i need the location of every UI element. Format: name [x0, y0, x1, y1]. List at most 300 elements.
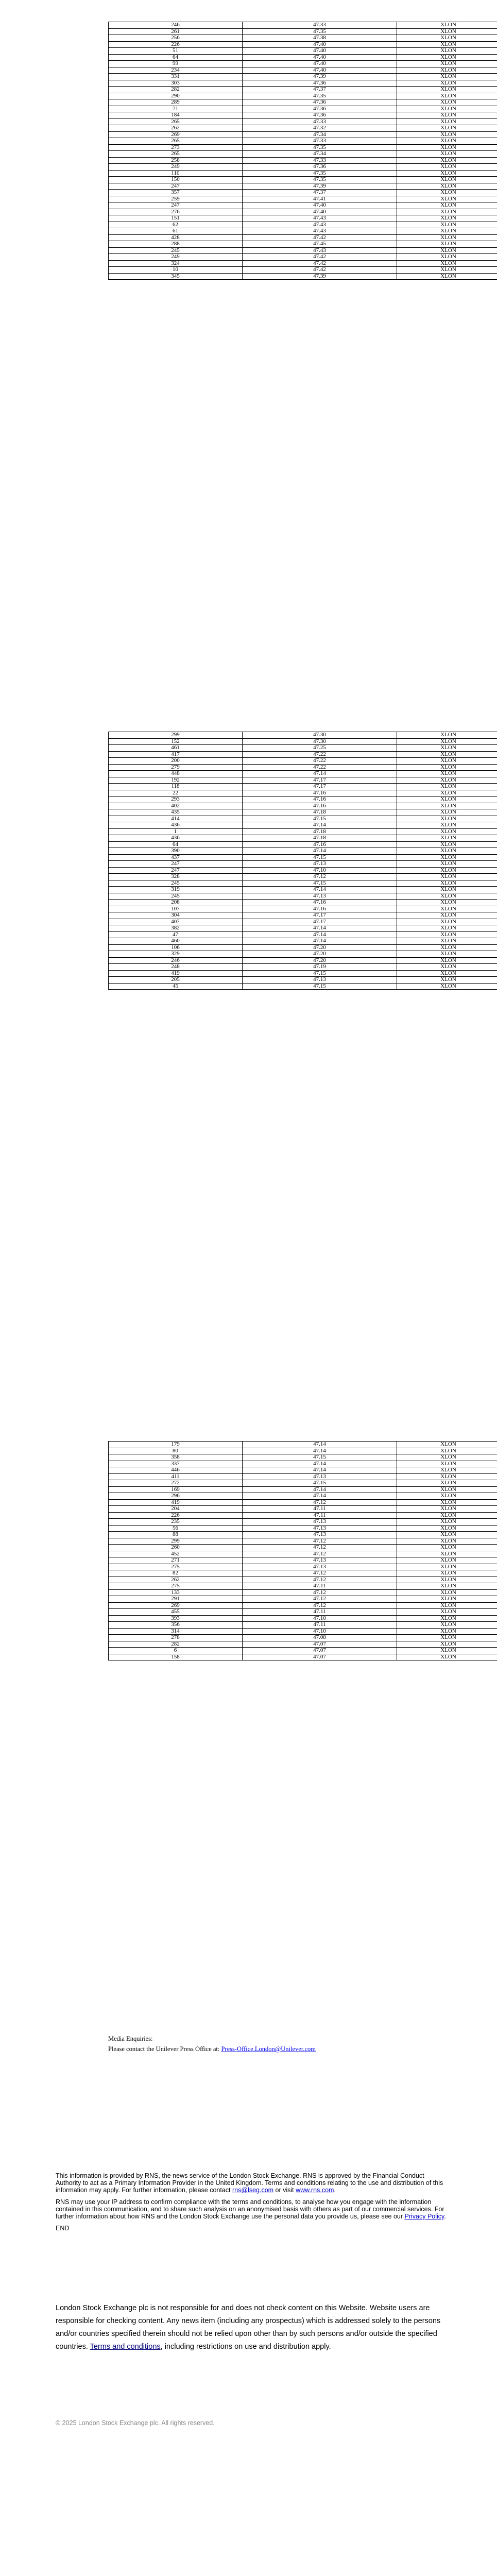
price-cell: 47.39 [243, 183, 397, 190]
table-row [109, 1493, 497, 1500]
price-cell: 47.35 [243, 144, 397, 151]
venue-cell: XLON [397, 887, 497, 893]
venue-cell: XLON [397, 273, 497, 280]
table-row [109, 854, 497, 861]
volume-cell: 205 [109, 977, 243, 984]
table-row [109, 764, 497, 771]
rns-info-text: This information is provided by RNS, the news service of the London Stock Exchange. RNS is approved by the Financial Conduct Authority to act as a Primary Information Provider in the United Kingdom. Terms and conditions relating to the use and distribution of this information may apply. For further information, please contact [56, 2172, 443, 2194]
price-cell: 47.36 [243, 80, 397, 87]
table-row [109, 54, 497, 61]
volume-cell: 262 [109, 125, 243, 132]
price-cell: 47.43 [243, 222, 397, 228]
table-row [109, 822, 497, 829]
volume-cell: 271 [109, 1557, 243, 1564]
price-cell: 47.17 [243, 784, 397, 790]
table-row [109, 1525, 497, 1532]
table-row [109, 1583, 497, 1590]
table-row [109, 1577, 497, 1583]
table-row [109, 931, 497, 938]
table-row [109, 912, 497, 919]
venue-cell: XLON [397, 1654, 497, 1660]
table-row [109, 1486, 497, 1493]
volume-cell: 460 [109, 938, 243, 945]
price-cell: 47.16 [243, 790, 397, 796]
table-row [109, 234, 497, 241]
price-cell: 47.42 [243, 267, 397, 274]
venue-cell: XLON [397, 938, 497, 945]
price-cell: 47.14 [243, 887, 397, 893]
volume-cell: 184 [109, 112, 243, 119]
venue-cell: XLON [397, 1635, 497, 1641]
price-cell: 47.14 [243, 822, 397, 829]
volume-cell: 357 [109, 190, 243, 196]
venue-cell: XLON [397, 1499, 497, 1506]
venue-cell: XLON [397, 880, 497, 887]
volume-cell: 80 [109, 1448, 243, 1454]
contact-text: Please contact the Unilever Press Office at: [108, 2045, 221, 2053]
disclaimer-text-end: , including restrictions on use and distribution apply. [160, 2343, 331, 2351]
volume-cell: 204 [109, 1506, 243, 1513]
volume-cell: 272 [109, 1480, 243, 1487]
price-cell: 47.35 [243, 28, 397, 35]
table-row [109, 260, 497, 267]
venue-cell: XLON [397, 893, 497, 900]
table-row [109, 202, 497, 209]
table-row [109, 1454, 497, 1461]
end-marker: END [56, 2225, 70, 2232]
price-cell: 47.15 [243, 854, 397, 861]
venue-cell: XLON [397, 874, 497, 880]
price-cell: 47.13 [243, 1532, 397, 1538]
venue-cell: XLON [397, 28, 497, 35]
venue-cell: XLON [397, 1519, 497, 1526]
price-cell: 47.20 [243, 957, 397, 964]
table-row [109, 1622, 497, 1629]
venue-cell: XLON [397, 35, 497, 42]
venue-cell: XLON [397, 1454, 497, 1461]
table-row [109, 93, 497, 99]
volume-cell: 256 [109, 35, 243, 42]
volume-cell: 288 [109, 241, 243, 248]
venue-cell: XLON [397, 177, 497, 183]
venue-cell: XLON [397, 784, 497, 790]
volume-cell: 249 [109, 254, 243, 261]
price-cell: 47.39 [243, 74, 397, 80]
table-row [109, 771, 497, 777]
venue-cell: XLON [397, 796, 497, 803]
price-cell: 47.39 [243, 273, 397, 280]
price-cell: 47.07 [243, 1654, 397, 1660]
venue-cell: XLON [397, 125, 497, 132]
volume-cell: 329 [109, 951, 243, 958]
venue-cell: XLON [397, 1551, 497, 1557]
price-cell: 47.14 [243, 1493, 397, 1500]
venue-cell: XLON [397, 951, 497, 958]
volume-cell: 275 [109, 1564, 243, 1570]
price-cell: 47.35 [243, 93, 397, 99]
price-cell: 47.11 [243, 1609, 397, 1616]
venue-cell: XLON [397, 151, 497, 158]
volume-cell: 82 [109, 1570, 243, 1577]
table-row [109, 22, 497, 29]
table-row [109, 1499, 497, 1506]
price-cell: 47.10 [243, 1628, 397, 1635]
volume-cell: 249 [109, 164, 243, 171]
venue-cell: XLON [397, 241, 497, 248]
table-row [109, 816, 497, 822]
table-row [109, 267, 497, 274]
table-row [109, 106, 497, 112]
price-cell: 47.13 [243, 1473, 397, 1480]
venue-cell: XLON [397, 196, 497, 202]
venue-cell: XLON [397, 970, 497, 977]
venue-cell: XLON [397, 222, 497, 228]
price-cell: 47.33 [243, 22, 397, 29]
volume-cell: 324 [109, 260, 243, 267]
price-cell: 47.12 [243, 1545, 397, 1551]
price-cell: 47.08 [243, 1635, 397, 1641]
venue-cell: XLON [397, 138, 497, 145]
table-row [109, 215, 497, 222]
venue-cell: XLON [397, 228, 497, 235]
table-row [109, 131, 497, 138]
venue-cell: XLON [397, 764, 497, 771]
volume-cell: 414 [109, 816, 243, 822]
venue-cell: XLON [397, 912, 497, 919]
volume-cell: 158 [109, 1654, 243, 1660]
table-row [109, 1467, 497, 1474]
table-row [109, 190, 497, 196]
price-cell: 47.33 [243, 157, 397, 164]
table-row [109, 900, 497, 906]
price-cell: 47.15 [243, 816, 397, 822]
lse-disclaimer [56, 2302, 447, 2353]
volume-cell: 382 [109, 925, 243, 932]
table-row [109, 751, 497, 758]
table-row [109, 951, 497, 958]
disclaimer-text: London Stock Exchange plc is not responsible for and does not check content on this Website. Website users are responsible for checking content. Any news item (including any prospectus) which is addressed solely to the persons and/or countries specified therein should not be relied upon other than by such persons and/or outside the specified countries. [56, 2304, 441, 2351]
volume-cell: 61 [109, 228, 243, 235]
price-cell: 47.16 [243, 841, 397, 848]
price-cell: 47.11 [243, 1583, 397, 1590]
price-cell: 47.07 [243, 1641, 397, 1648]
volume-cell: 446 [109, 1467, 243, 1474]
volume-cell: 345 [109, 273, 243, 280]
volume-cell: 258 [109, 157, 243, 164]
table-row [109, 74, 497, 80]
venue-cell: XLON [397, 1512, 497, 1519]
volume-cell: 435 [109, 809, 243, 816]
volume-cell: 106 [109, 944, 243, 951]
price-cell: 47.17 [243, 777, 397, 784]
volume-cell: 110 [109, 170, 243, 177]
table-row [109, 1545, 497, 1551]
volume-cell: 319 [109, 887, 243, 893]
venue-cell: XLON [397, 906, 497, 912]
volume-cell: 247 [109, 861, 243, 868]
volume-cell: 402 [109, 803, 243, 809]
volume-cell: 246 [109, 22, 243, 29]
table-row [109, 790, 497, 796]
rns-notice [56, 2172, 447, 2236]
volume-cell: 356 [109, 1622, 243, 1629]
volume-cell: 245 [109, 880, 243, 887]
price-cell: 47.40 [243, 48, 397, 55]
table-row [109, 241, 497, 248]
table-row [109, 867, 497, 874]
price-cell: 47.42 [243, 260, 397, 267]
rns-ip-text: RNS may use your IP address to confirm compliance with the terms and conditions, to analyse how you engage with the information contained in this communication, and to share such analysis on an anonymised basis with others as part of our commercial services. For further information about how RNS and the London Stock Exchange use the personal data you provide us, please see our [56, 2198, 444, 2220]
price-cell: 47.10 [243, 867, 397, 874]
table-row [109, 1519, 497, 1526]
table-row [109, 1615, 497, 1622]
venue-cell: XLON [397, 170, 497, 177]
volume-cell: 10 [109, 267, 243, 274]
price-cell: 47.14 [243, 938, 397, 945]
rns-info-paragraph [56, 2172, 447, 2194]
volume-cell: 461 [109, 745, 243, 752]
venue-cell: XLON [397, 1564, 497, 1570]
venue-cell: XLON [397, 758, 497, 765]
transactions-table [108, 22, 497, 280]
volume-cell: 407 [109, 919, 243, 925]
table-row [109, 944, 497, 951]
price-cell: 47.15 [243, 1454, 397, 1461]
venue-cell: XLON [397, 157, 497, 164]
price-cell: 47.12 [243, 1602, 397, 1609]
price-cell: 47.13 [243, 1525, 397, 1532]
price-cell: 47.16 [243, 803, 397, 809]
venue-cell: XLON [397, 234, 497, 241]
price-cell: 47.17 [243, 912, 397, 919]
table-row [109, 970, 497, 977]
price-cell: 47.43 [243, 228, 397, 235]
venue-cell: XLON [397, 983, 497, 990]
volume-cell: 261 [109, 28, 243, 35]
venue-cell: XLON [397, 925, 497, 932]
table-row [109, 118, 497, 125]
volume-cell: 269 [109, 1602, 243, 1609]
venue-cell: XLON [397, 835, 497, 842]
table-row [109, 784, 497, 790]
price-cell: 47.43 [243, 247, 397, 254]
venue-cell: XLON [397, 131, 497, 138]
privacy-policy-link[interactable]: Privacy Policy [404, 2213, 444, 2220]
rns-ip-paragraph [56, 2198, 447, 2220]
table-row [109, 1596, 497, 1603]
price-cell: 47.12 [243, 1551, 397, 1557]
table-row [109, 1564, 497, 1570]
volume-cell: 299 [109, 732, 243, 739]
price-cell: 47.14 [243, 1442, 397, 1448]
venue-cell: XLON [397, 900, 497, 906]
venue-cell: XLON [397, 919, 497, 925]
venue-cell: XLON [397, 54, 497, 61]
volume-cell: 275 [109, 1583, 243, 1590]
venue-cell: XLON [397, 732, 497, 739]
price-cell: 47.13 [243, 1557, 397, 1564]
rns-ip-text-end: . [444, 2213, 446, 2220]
venue-cell: XLON [397, 144, 497, 151]
table-row [109, 222, 497, 228]
volume-cell: 269 [109, 131, 243, 138]
venue-cell: XLON [397, 816, 497, 822]
table-row [109, 1641, 497, 1648]
volume-cell: 133 [109, 1589, 243, 1596]
table-row [109, 1480, 497, 1487]
table-row [109, 164, 497, 171]
price-cell: 47.41 [243, 196, 397, 202]
volume-cell: 299 [109, 1538, 243, 1545]
venue-cell: XLON [397, 848, 497, 855]
price-cell: 47.15 [243, 880, 397, 887]
venue-cell: XLON [397, 87, 497, 93]
table-row [109, 977, 497, 984]
price-cell: 47.36 [243, 99, 397, 106]
price-cell: 47.34 [243, 131, 397, 138]
venue-cell: XLON [397, 1480, 497, 1487]
venue-cell: XLON [397, 1615, 497, 1622]
media-enquiries-heading: Media Enquiries: [108, 2035, 153, 2042]
price-cell: 47.13 [243, 1519, 397, 1526]
volume-cell: 417 [109, 751, 243, 758]
price-cell: 47.32 [243, 125, 397, 132]
venue-cell: XLON [397, 183, 497, 190]
table-row [109, 144, 497, 151]
volume-cell: 71 [109, 106, 243, 112]
price-cell: 47.14 [243, 1448, 397, 1454]
table-row [109, 28, 497, 35]
venue-cell: XLON [397, 822, 497, 829]
volume-cell: 296 [109, 1493, 243, 1500]
table-row [109, 1473, 497, 1480]
venue-cell: XLON [397, 944, 497, 951]
volume-cell: 151 [109, 215, 243, 222]
venue-cell: XLON [397, 803, 497, 809]
volume-cell: 273 [109, 144, 243, 151]
price-cell: 47.12 [243, 1596, 397, 1603]
rns-website-link[interactable]: www.rns.com [296, 2187, 334, 2194]
price-cell: 47.18 [243, 828, 397, 835]
venue-cell: XLON [397, 118, 497, 125]
volume-cell: 226 [109, 41, 243, 48]
table-row [109, 61, 497, 67]
venue-cell: XLON [397, 790, 497, 796]
price-cell: 47.12 [243, 1499, 397, 1506]
transactions-table-1-wrapper [108, 22, 497, 280]
venue-cell: XLON [397, 74, 497, 80]
table-row [109, 957, 497, 964]
table-row [109, 1532, 497, 1538]
table-row [109, 906, 497, 912]
price-cell: 47.40 [243, 54, 397, 61]
volume-cell: 455 [109, 1609, 243, 1616]
price-cell: 47.12 [243, 1577, 397, 1583]
volume-cell: 245 [109, 247, 243, 254]
venue-cell: XLON [397, 80, 497, 87]
venue-cell: XLON [397, 1442, 497, 1448]
venue-cell: XLON [397, 1525, 497, 1532]
price-cell: 47.40 [243, 61, 397, 67]
price-cell: 47.36 [243, 112, 397, 119]
volume-cell: 99 [109, 61, 243, 67]
terms-and-conditions-link[interactable]: Terms and conditions [90, 2343, 161, 2351]
volume-cell: 64 [109, 841, 243, 848]
price-cell: 47.14 [243, 1461, 397, 1467]
price-cell: 47.14 [243, 925, 397, 932]
volume-cell: 248 [109, 964, 243, 971]
volume-cell: 259 [109, 196, 243, 202]
venue-cell: XLON [397, 1538, 497, 1545]
price-cell: 47.42 [243, 234, 397, 241]
table-row [109, 893, 497, 900]
venue-cell: XLON [397, 1467, 497, 1474]
volume-cell: 437 [109, 854, 243, 861]
price-cell: 47.15 [243, 1480, 397, 1487]
price-cell: 47.36 [243, 164, 397, 171]
venue-cell: XLON [397, 841, 497, 848]
rns-email-link[interactable]: rns@lseg.com [232, 2187, 274, 2194]
venue-cell: XLON [397, 828, 497, 835]
venue-cell: XLON [397, 209, 497, 215]
table-row [109, 732, 497, 739]
table-row [109, 777, 497, 784]
volume-cell: 448 [109, 771, 243, 777]
venue-cell: XLON [397, 99, 497, 106]
venue-cell: XLON [397, 1628, 497, 1635]
price-cell: 47.11 [243, 1512, 397, 1519]
volume-cell: 358 [109, 1454, 243, 1461]
venue-cell: XLON [397, 1493, 497, 1500]
price-cell: 47.37 [243, 87, 397, 93]
price-cell: 47.15 [243, 970, 397, 977]
price-cell: 47.11 [243, 1622, 397, 1629]
price-cell: 47.16 [243, 906, 397, 912]
price-cell: 47.34 [243, 151, 397, 158]
venue-cell: XLON [397, 1609, 497, 1616]
venue-cell: XLON [397, 48, 497, 55]
volume-cell: 304 [109, 912, 243, 919]
venue-cell: XLON [397, 771, 497, 777]
price-cell: 47.16 [243, 900, 397, 906]
table-row [109, 35, 497, 42]
table-row [109, 254, 497, 261]
table-row [109, 848, 497, 855]
price-cell: 47.40 [243, 202, 397, 209]
volume-cell: 265 [109, 118, 243, 125]
table-row [109, 1570, 497, 1577]
volume-cell: 179 [109, 1442, 243, 1448]
press-office-email-link[interactable]: Press-Office.London@Unilever.com [221, 2045, 316, 2053]
venue-cell: XLON [397, 93, 497, 99]
table-row [109, 1538, 497, 1545]
table-row [109, 151, 497, 158]
venue-cell: XLON [397, 1583, 497, 1590]
price-cell: 47.13 [243, 893, 397, 900]
price-cell: 47.20 [243, 951, 397, 958]
transactions-table [108, 1441, 497, 1660]
table-row [109, 938, 497, 945]
rns-info-text-mid: or visit [273, 2187, 296, 2194]
volume-cell: 428 [109, 234, 243, 241]
table-row [109, 874, 497, 880]
table-row [109, 1648, 497, 1654]
price-cell: 47.30 [243, 738, 397, 745]
venue-cell: XLON [397, 957, 497, 964]
volume-cell: 246 [109, 957, 243, 964]
volume-cell: 419 [109, 1499, 243, 1506]
table-row [109, 1551, 497, 1557]
